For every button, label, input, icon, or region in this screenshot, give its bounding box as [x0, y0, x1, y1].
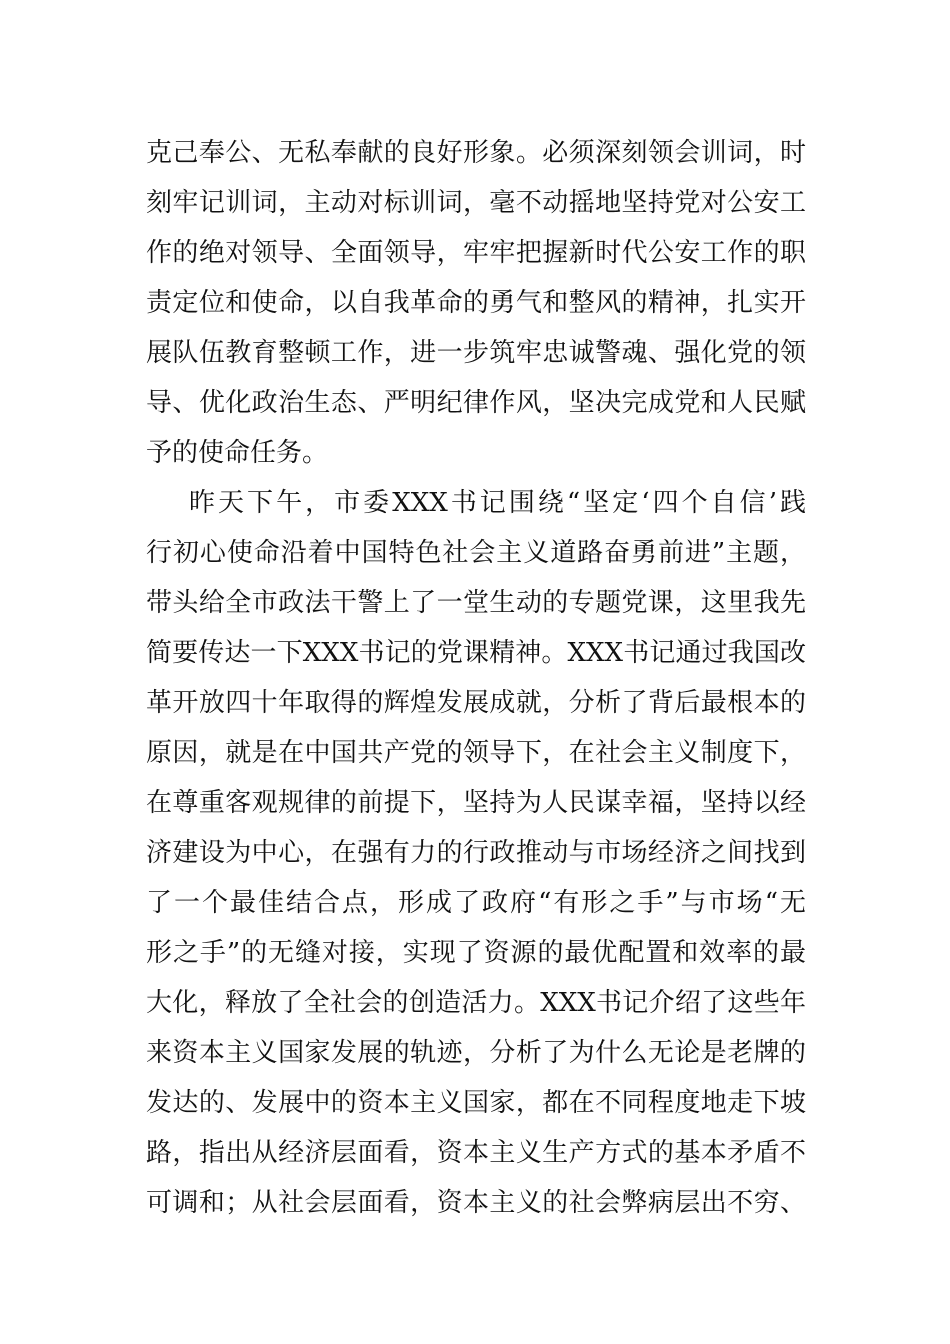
text-line: 导、优化政治生态、严明纪律作风，坚决完成党和人民赋 [146, 388, 806, 418]
text-line: 革开放四十年取得的辉煌发展成就，分析了背后最根本的 [146, 688, 806, 718]
text-line: 昨天下午，市委XXX书记围绕“坚定‘四个自信’践 [189, 488, 806, 518]
text-line: 予的使命任务。 [146, 438, 329, 468]
text-line: 展队伍教育整顿工作，进一步筑牢忠诚警魂、强化党的领 [146, 338, 806, 368]
text-line: 克己奉公、无私奉献的良好形象。必须深刻领会训词，时 [146, 138, 806, 168]
text-line: 路，指出从经济层面看，资本主义生产方式的基本矛盾不 [146, 1138, 806, 1168]
text-line: 刻牢记训词，主动对标训词，毫不动摇地坚持党对公安工 [146, 188, 806, 218]
text-line: 了一个最佳结合点，形成了政府“有形之手”与市场“无 [146, 888, 806, 918]
text-line: 行初心使命沿着中国特色社会主义道路奋勇前进”主题， [146, 538, 806, 568]
text-line: 大化，释放了全社会的创造活力。XXX书记介绍了这些年 [146, 988, 806, 1018]
text-line: 形之手”的无缝对接，实现了资源的最优配置和效率的最 [146, 938, 806, 968]
text-line: 济建设为中心，在强有力的行政推动与市场经济之间找到 [146, 838, 806, 868]
text-line: 简要传达一下XXX书记的党课精神。XXX书记通过我国改 [146, 638, 806, 668]
text-line: 来资本主义国家发展的轨迹，分析了为什么无论是老牌的 [146, 1038, 806, 1068]
text-line: 作的绝对领导、全面领导，牢牢把握新时代公安工作的职 [146, 238, 806, 268]
text-line: 责定位和使命，以自我革命的勇气和整风的精神，扎实开 [146, 288, 806, 318]
text-line: 可调和；从社会层面看，资本主义的社会弊病层出不穷、 [146, 1188, 806, 1218]
text-line: 发达的、发展中的资本主义国家，都在不同程度地走下坡 [146, 1088, 806, 1118]
text-line: 原因，就是在中国共产党的领导下，在社会主义制度下， [146, 738, 806, 768]
text-line: 带头给全市政法干警上了一堂生动的专题党课，这里我先 [146, 588, 806, 618]
text-line: 在尊重客观规律的前提下，坚持为人民谋幸福，坚持以经 [146, 788, 806, 818]
